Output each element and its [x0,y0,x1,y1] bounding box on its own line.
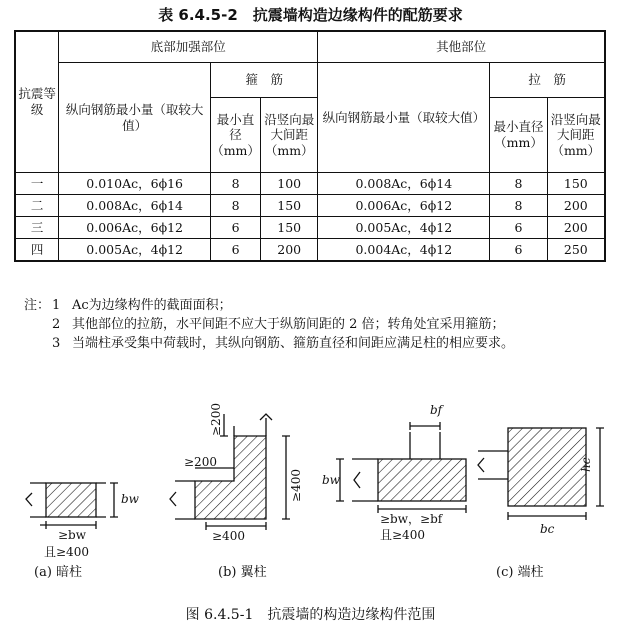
cell-grade: 一 [15,173,59,195]
dim-d-hc: hc [579,457,593,472]
note-item [24,296,609,315]
cell-bottom-spacing: 150 [261,195,318,217]
cell-bottom-long: 0.010Ac，6ϕ16 [59,173,211,195]
note-text: 其他部位的拉筋，水平间距不应大于纵筋间距的 2 倍；转角处宜采用箍筋； [72,317,505,332]
dim-line-a-bw [110,483,118,517]
notes [24,296,609,353]
header-bottom-max-spacing: 沿竖向最大间距（mm） [261,98,318,173]
note-item [24,334,609,353]
cell-other-long: 0.006Ac，6ϕ12 [318,195,490,217]
dim-b-200-top: ≥200 [209,403,223,436]
wall-edges-d [478,451,508,479]
cell-other-long: 0.004Ac，4ϕ12 [318,239,490,262]
cell-bottom-dia: 8 [211,195,261,217]
cell-bottom-long: 0.008Ac，6ϕ14 [59,195,211,217]
cell-bottom-long: 0.006Ac，6ϕ12 [59,217,211,239]
cell-other-long: 0.005Ac，4ϕ12 [318,217,490,239]
cell-other-dia: 8 [490,195,547,217]
cell-other-spacing: 200 [547,195,605,217]
column-a-section [46,483,96,517]
dim-c-bottom: ≥bw，≥bf [380,512,443,526]
cell-bottom-spacing: 200 [261,239,318,262]
cell-other-spacing: 200 [547,217,605,239]
dim-line-c-bf [410,422,440,430]
dim-a-min: 且≥400 [44,545,89,559]
table-title: 表 6.4.5-2 抗震墙构造边缘构件的配筋要求 [158,6,463,24]
header-other-min-dia: 最小直径（mm） [490,98,547,173]
cell-other-long: 0.008Ac，6ϕ14 [318,173,490,195]
notes-label: 注： [24,298,51,313]
header-hoop: 箍 筋 [211,63,318,98]
header-other-zone: 其他部位 [318,31,605,63]
dim-a-width: ≥bw [58,528,87,542]
cell-grade: 三 [15,217,59,239]
table-row [15,239,605,262]
cell-other-dia: 6 [490,239,547,262]
column-d-section [508,428,586,506]
table-row [15,217,605,239]
cell-bottom-spacing: 150 [261,217,318,239]
table-row [15,195,605,217]
boundary-element-figure [0,396,621,601]
cell-other-spacing: 250 [547,239,605,262]
header-bottom-long-bar: 纵向钢筋最小量（取较大值） [59,63,211,173]
break-mark-c [354,472,360,488]
caption-c: (c) 端柱 [496,565,544,580]
dim-b-200-left: ≥200 [184,455,217,469]
cell-bottom-spacing: 100 [261,173,318,195]
cell-bottom-dia: 6 [211,217,261,239]
note-item [24,315,609,334]
column-c-section [378,459,466,501]
dim-d-bc: bc [540,522,555,536]
cell-grade: 二 [15,195,59,217]
cell-other-dia: 8 [490,173,547,195]
note-text: 当端柱承受集中荷载时，其纵向钢筋、箍筋直径和间距应满足柱的相应要求。 [72,336,515,351]
caption-a: (a) 暗柱 [34,565,83,580]
dim-b-400-right: ≥400 [289,469,303,502]
diagram-c-end-column [322,403,466,542]
dim-a-bw: bw [121,492,139,506]
header-other-long-bar: 纵向钢筋最小量（取较大值） [318,63,490,173]
dim-c-bw: bw [322,473,340,487]
header-bottom-min-dia: 最小直径（mm） [211,98,261,173]
note-number: 2 [52,317,61,332]
header-bottom-zone: 底部加强部位 [59,31,318,63]
break-mark-a [26,493,32,506]
break-mark-d [478,458,484,472]
table-row [15,173,605,195]
cell-grade: 四 [15,239,59,262]
cell-bottom-long: 0.005Ac，4ϕ12 [59,239,211,262]
break-mark-b-left [170,492,176,506]
note-number: 3 [52,336,61,351]
dim-b-400-bottom: ≥400 [212,529,245,543]
diagram-d-end-column [478,428,604,580]
cell-other-dia: 6 [490,217,547,239]
dim-line-d-hc [596,428,604,506]
dim-c-min: 且≥400 [380,528,425,542]
cell-bottom-dia: 8 [211,173,261,195]
diagram-a-hidden-column [26,483,140,580]
diagram-b-flanged-column [170,403,303,580]
reinforcement-table [14,30,606,262]
dim-line-d-bc [508,512,586,520]
header-other-max-spacing: 沿竖向最大间距（mm） [547,98,605,173]
note-number: 1 [52,298,61,313]
caption-b: (b) 翼柱 [218,565,267,580]
cell-other-spacing: 150 [547,173,605,195]
header-tie: 拉 筋 [490,63,605,98]
note-text: Ac为边缘构件的截面面积； [72,298,232,313]
column-b-section [195,436,266,519]
figure-caption: 图 6.4.5-1 抗震墙的构造边缘构件范围 [185,607,436,623]
cell-bottom-dia: 6 [211,239,261,262]
dim-c-bf: bf [430,403,443,417]
header-grade: 抗震等级 [15,31,59,173]
